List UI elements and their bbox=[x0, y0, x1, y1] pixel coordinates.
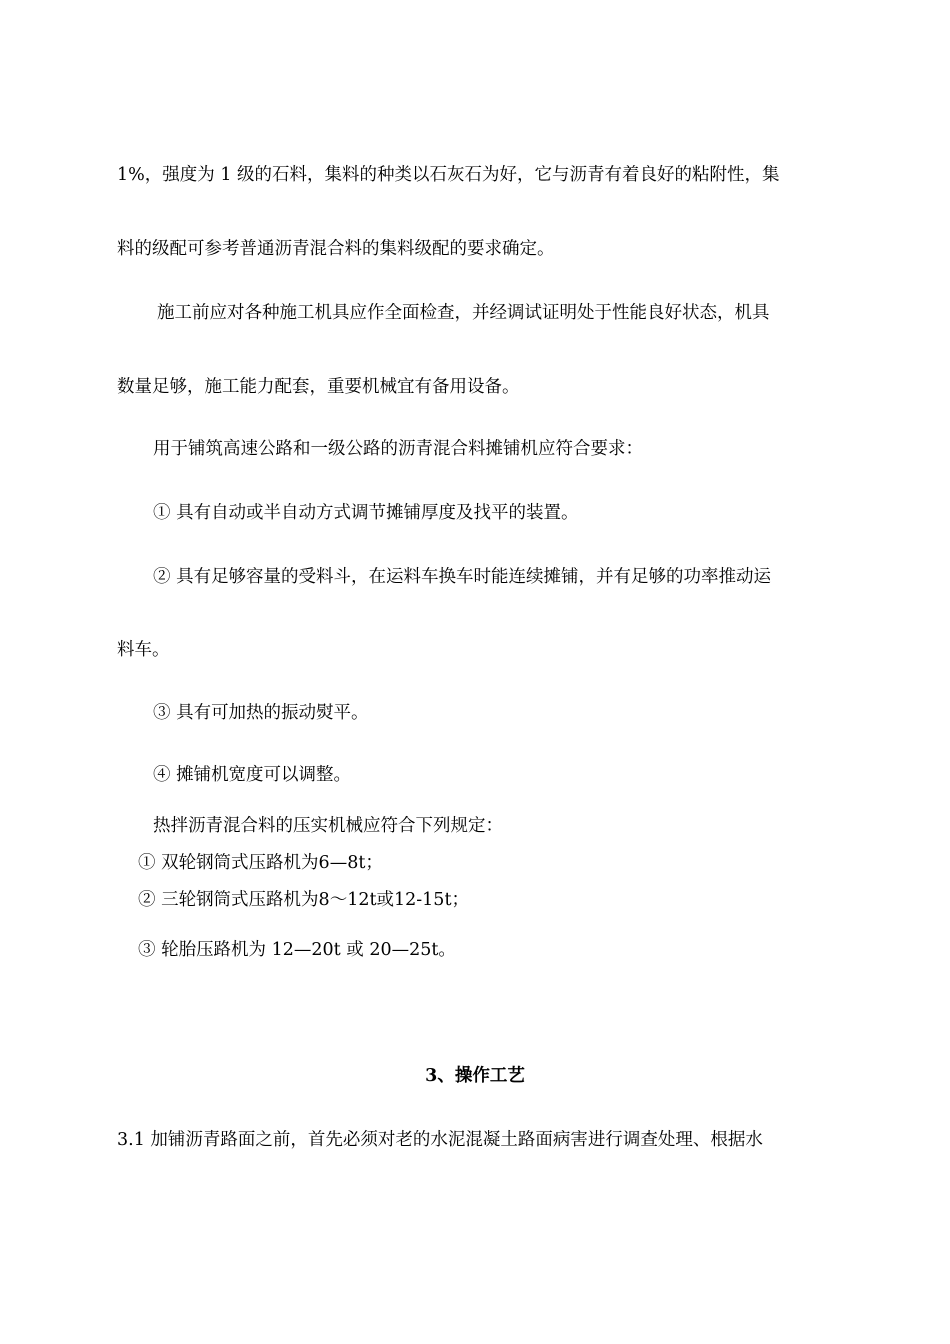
paragraph-line: 1%，强度为 1 级的石料，集料的种类以石灰石为好，它与沥青有着良好的粘附性，集 bbox=[117, 165, 780, 185]
paragraph-line: 数量足够，施工能力配套，重要机械宜有备用设备。 bbox=[117, 377, 520, 397]
paragraph-line: 3.1 加铺沥青路面之前，首先必须对老的水泥混凝土路面病害进行调查处理、根据水 bbox=[117, 1130, 763, 1150]
list-item: ③ 具有可加热的振动熨平。 bbox=[153, 703, 369, 723]
list-item: ② 具有足够容量的受料斗，在运料车换车时能连续摊铺，并有足够的功率推动运 bbox=[153, 567, 772, 587]
list-item: ④ 摊铺机宽度可以调整。 bbox=[153, 765, 352, 785]
paragraph-line: 用于铺筑高速公路和一级公路的沥青混合料摊铺机应符合要求： bbox=[153, 439, 643, 459]
list-item: ② 三轮钢筒式压路机为8～12t或12-15t； bbox=[138, 890, 469, 910]
list-item: ① 具有自动或半自动方式调节摊铺厚度及找平的装置。 bbox=[153, 503, 579, 523]
paragraph-line: 料的级配可参考普通沥青混合料的集料级配的要求确定。 bbox=[117, 239, 555, 259]
paragraph-line: 施工前应对各种施工机具应作全面检查，并经调试证明处于性能良好状态，机具 bbox=[157, 303, 770, 323]
list-item: ① 双轮钢筒式压路机为6—8t； bbox=[138, 853, 383, 873]
paragraph-line: 热拌沥青混合料的压实机械应符合下列规定： bbox=[153, 816, 503, 836]
section-heading: 3、操作工艺 bbox=[425, 1066, 525, 1086]
list-item: ③ 轮胎压路机为 12—20t 或 20—25t。 bbox=[138, 940, 456, 960]
list-item-continuation: 料车。 bbox=[117, 640, 170, 660]
